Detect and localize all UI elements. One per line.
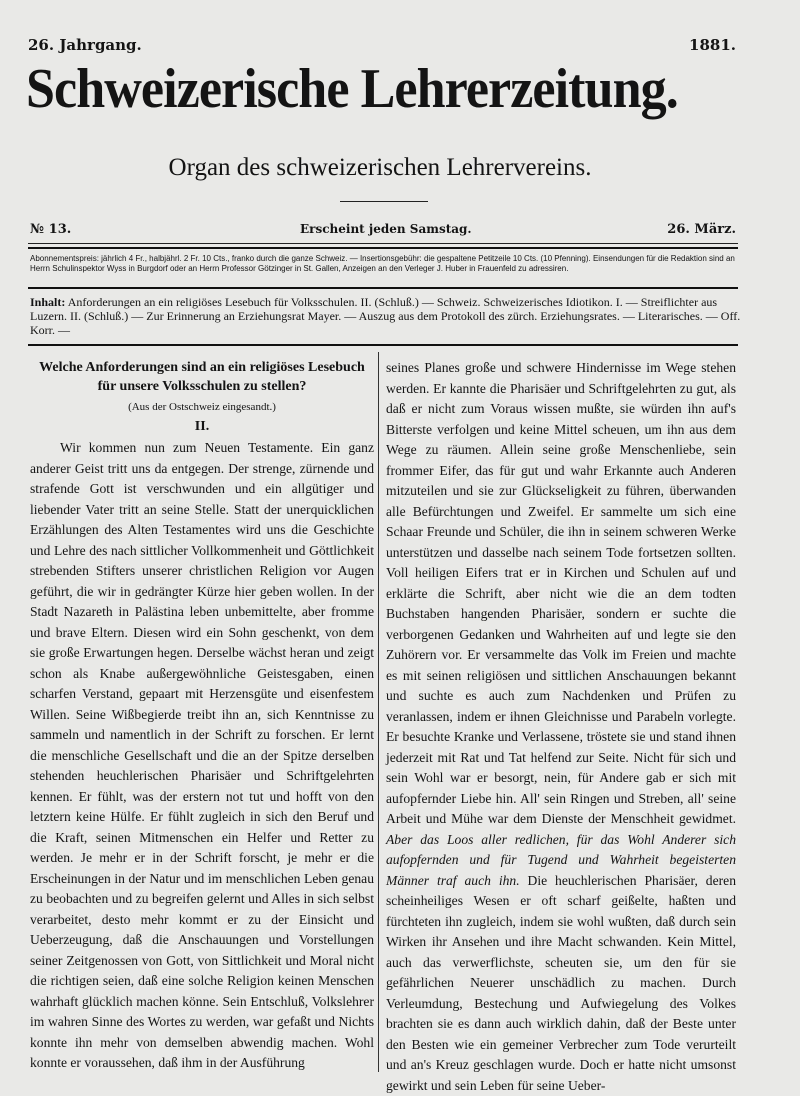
body-text: seines Planes große und schwere Hindernisse im Wege stehen werden. Er kannte die Pharisäer und Schriftgelehrten zu gut, als daß er nicht zum Voraus wissen mußte, sie würden ihn auf's Bitterste verfolgen und keine Mittel scheuen, um ihn aus dem Wege zu räumen. Allein seine große Menschenliebe, sein frommer Eifer, das für gut und wahr Erkannte auch Anderen mitzuteilen und sie zur Glückseligkeit zu führen, überwanden alle Befürchtungen und Zweifel. Er sammelte um sich eine Schaar Freunde und Schüler, die ihn in seinem schweren Werke unterstützen und dasselbe nach seinem Tode fortsetzen sollten. Voll heiligen Eifers trat er in Kirchen und Schulen auf und erklärte die Schrift, aber nicht wie die an dem todten Buchstaben hangenden Pharisäer, sondern er suchte die verborgenen Gedanken und Wahrheiten auf und legte sie den Zuhörern vor. Er versammelte das Volk im Freien und machte es mit seinen religiösen und sittlichen Anschauungen bekannt und suchte es auch zum Nachdenken und Prüfen zu veranlassen, indem er ihnen Gleichnisse und Parabeln vorlegte. Er besuchte Kranke und Verlassene, tröstete sie und stand ihnen jederzeit mit Rat und Tat helfend zur Seite. Nicht für sich und sein Wohl war er besorgt, nein, für Andere gab er sich mit aufopfernder Liebe hin. All' sein Ringen und Streben, all' seine Arbeit und Mühe war dem Dienste der Menschheit gewidmet. bbox=[386, 360, 736, 826]
italic-passage: Aber das Loos aller redlichen, für das Wohl Anderer sich aufopfernden und für Tugend und Wahrheit begeisterten Männer traf auch ihn. bbox=[386, 831, 736, 888]
article-title: Welche Anforderungen sind an ein religiöses Lesebuch für unsere Volksschulen zu stellen? bbox=[39, 360, 365, 394]
header-rule-thick bbox=[28, 247, 738, 249]
issue-date: 26. März. bbox=[667, 222, 736, 237]
right-column bbox=[386, 358, 736, 1096]
year-label: 1881. bbox=[689, 36, 736, 54]
ornament-divider bbox=[340, 201, 428, 202]
organ-subtitle: Organ des schweizerischen Lehrervereins. bbox=[168, 154, 592, 181]
article-source: (Aus der Ostschweiz eingesandt.) bbox=[128, 401, 276, 413]
masthead-title: Schweizerische Lehrerzeitung. bbox=[26, 58, 678, 120]
left-column bbox=[30, 358, 374, 1074]
issue-number: № 13. bbox=[30, 222, 72, 237]
section-number: II. bbox=[194, 419, 210, 434]
article-paragraph-continued bbox=[386, 358, 736, 1096]
contents-text: Anforderungen an ein religiöses Lesebuch für Volksschulen. II. (Schluß.) — Schweiz. Schweizerisches Idiotikon. I. — Streiflichter aus Luzern. II. (Schluß.) — Zur Erinnerung an Erziehungsrat Mayer. — Auszug aus dem Protokoll des zürch. Erziehungsrates. — Literarisches. — Off. Korr. — bbox=[30, 295, 741, 337]
contents-rule-bottom bbox=[28, 344, 738, 346]
table-of-contents bbox=[30, 295, 750, 337]
contents-label: Inhalt: bbox=[30, 295, 66, 309]
article-paragraph: Wir kommen nun zum Neuen Testamente. Ein ganz anderer Geist tritt uns da entgegen. Der strenge, zürnende und strafende Gott ist verschwunden und ein allgütiger und liebender Vater tritt an seine Stelle. Statt der unerquicklichen Erzählungen des Alten Testamentes wird uns die Geschichte und Lehre des nach sittlicher Vollkommenheit und Göttlichkeit strebenden Stifters unserer christlichen Religion vor Augen geführt, die wir in gedrängter Kürze hier geben wollen. In der Stadt Nazareth in Palästina leben unbemittelte, aber fromme und brave Eltern. Diesen wird ein Sohn geschenkt, von dem sie große Erwartungen hegen. Derselbe wächst heran und zeigt schon als Knabe außergewöhnliche Geistesgaben, einen scharfen Verstand, gepaart mit Herzensgüte und eisenfestem Willen. Seine Wißbegierde treibt ihn an, sich Kenntnisse zu sammeln und namentlich in der Schrift zu forschen. Er lernt die menschliche Gesellschaft und die an der Spitze derselben stehenden heuchlerischen Pharisäer und Schriftgelehrten kennen. Er fühlt, was der erstern not tut und hofft von den letztern keine Hülfe. Er fühlt zugleich in sich den Beruf und die Kraft, seinen Mitmenschen ein Helfer und Retter zu werden. Je mehr er in der Schrift forscht, je mehr er die Erscheinungen in der Natur und im menschlichen Leben genau zu beobachten und zu begreifen gelernt und Alles in sich selbst verarbeitet, desto mehr kommt er zu der Einsicht und Ueberzeugung, daß die Anschauungen und Vorstellungen seiner Zeitgenossen von Gott, von Sittlichkeit und Moral nicht die richtigen seien, daß eine solche Religion keinen Menschen wahrhaft glücklich machen könne. Sein Entschluß, Volkslehrer im wahren Sinne des Wortes zu werden, war gefaßt und Nichts konnte ihn mehr von demselben abwendig machen. Wohl konnte er voraussehen, daß ihm in der Ausführung bbox=[30, 440, 374, 1070]
volume-label: 26. Jahrgang. bbox=[28, 36, 142, 54]
contents-rule-top bbox=[28, 287, 738, 289]
body-text: Die heuchlerischen Pharisäer, deren scheinheiliges Wesen er oft scharf geißelte, haßten und fürchteten ihn zugleich, indem sie wohl wußten, daß durch sein Wirken ihr Ansehen und ihre Macht schwanden. Kein Mittel, auch das verwerflichste, scheuten sie, um den für sie gefährlichen Neuerer unschädlich zu machen. Durch Verleumdung, Bestechung und Aufwiegelung des Volkes brachten sie es dann auch wirklich dahin, daß der Beste unter den Besten wie ein gemeiner Verbrecher zum Tode verurteilt und an's Kreuz geschlagen wurde. Doch er hatte nicht umsonst gewirkt und sein Leben für seine Ueber- bbox=[386, 872, 736, 1093]
column-divider bbox=[378, 352, 379, 1072]
frequency-label: Erscheint jeden Samstag. bbox=[300, 222, 472, 236]
header-rule bbox=[28, 243, 738, 244]
subscription-info: Abonnementspreis: jährlich 4 Fr., halbjährl. 2 Fr. 10 Cts., franko durch die ganze Schweiz. — Insertionsgebühr: die gespaltene Petitzeile 10 Cts. (10 Pfenning). Einsendungen für die Redaktion sind an Herrn Schulinspektor Wyss in Burgdorf oder an Herrn Professor Götzinger in St. Gallen, Anzeigen an den Verleger J. Huber in Frauenfeld zu adressiren. bbox=[30, 254, 735, 273]
